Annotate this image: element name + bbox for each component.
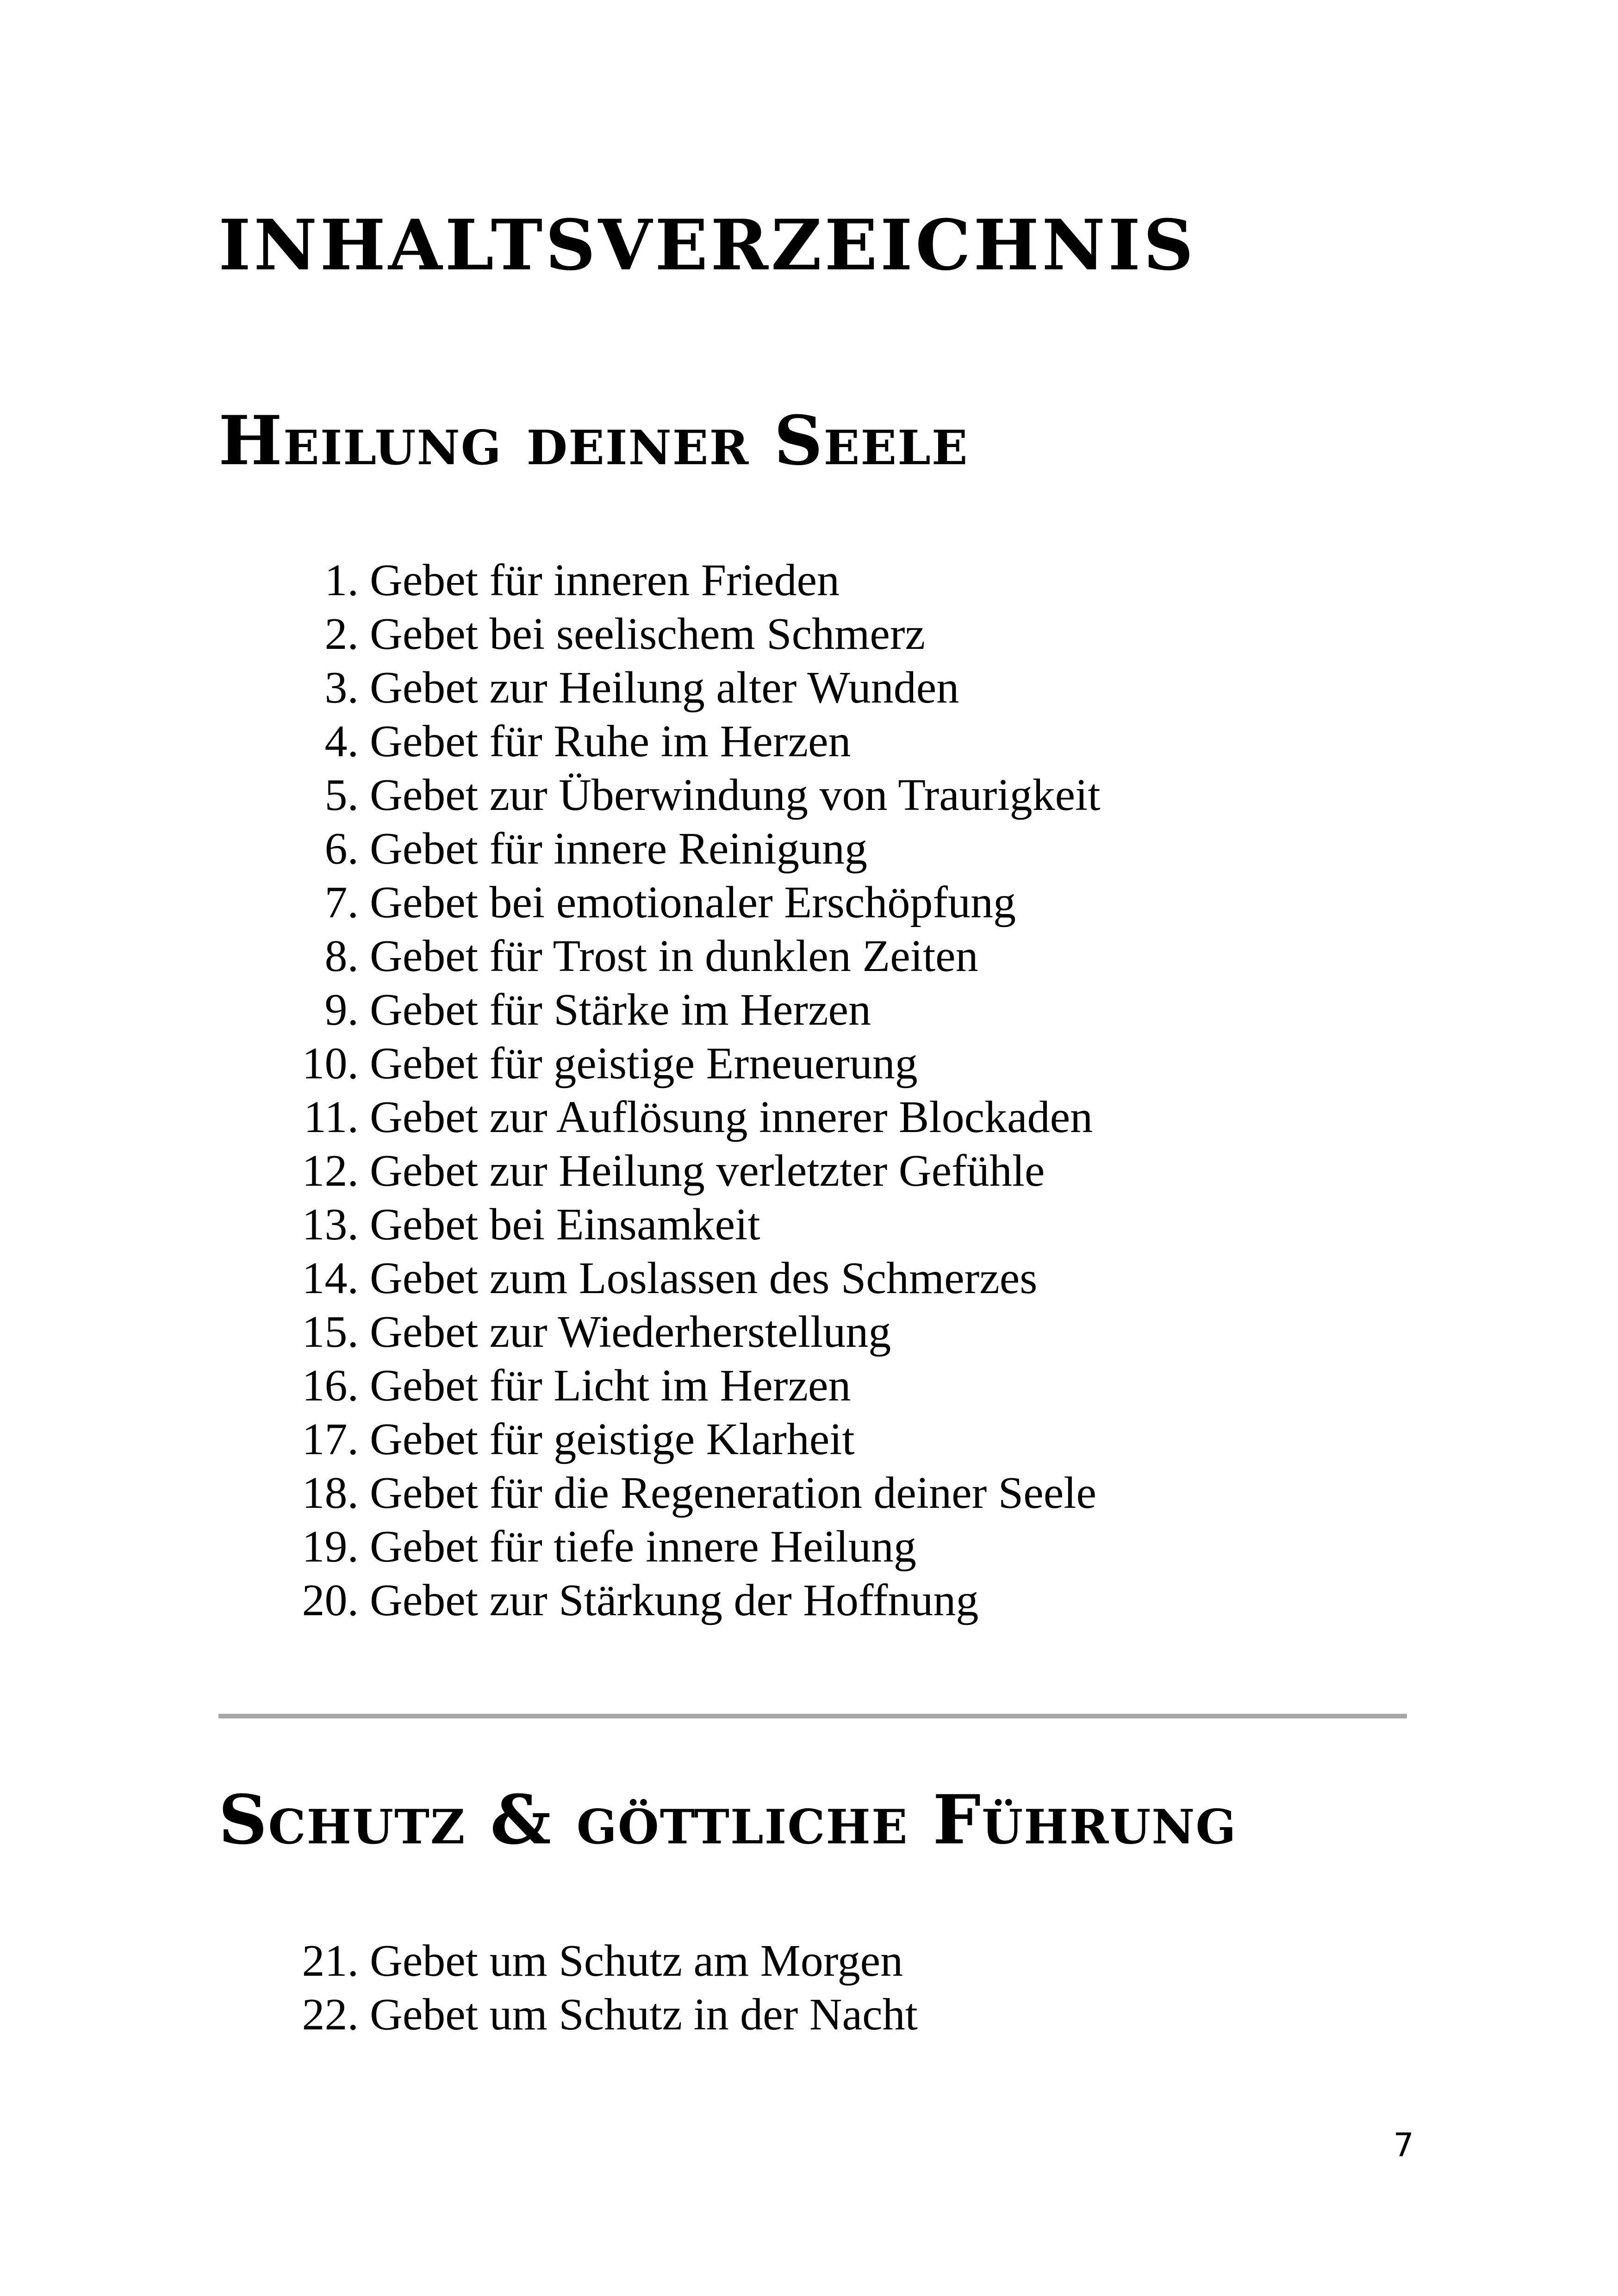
toc-entry-number: 10. bbox=[302, 1039, 359, 1089]
toc-entry-title: Gebet um Schutz am Morgen bbox=[370, 1936, 903, 1986]
toc-entry-14 bbox=[282, 1251, 1101, 1305]
section-title-heilung: Heilung deiner Seele bbox=[218, 401, 969, 480]
toc-entry-1 bbox=[282, 554, 1101, 607]
toc-entry-5 bbox=[282, 768, 1101, 822]
toc-entry-7 bbox=[282, 876, 1101, 929]
toc-entry-number: 20. bbox=[302, 1575, 359, 1625]
toc-entry-number: 14. bbox=[302, 1253, 359, 1303]
toc-entry-10 bbox=[282, 1037, 1101, 1090]
toc-entry-number: 9. bbox=[324, 985, 359, 1035]
toc-entry-number: 7. bbox=[324, 877, 359, 927]
toc-entry-number: 2. bbox=[324, 609, 359, 659]
toc-entry-number: 6. bbox=[324, 824, 359, 874]
toc-entry-19 bbox=[282, 1520, 1101, 1574]
toc-entry-title: Gebet für geistige Erneuerung bbox=[370, 1039, 918, 1089]
toc-entry-11 bbox=[282, 1090, 1101, 1144]
toc-entry-number: 4. bbox=[324, 716, 359, 766]
toc-entry-title: Gebet zur Auflösung innerer Blockaden bbox=[370, 1092, 1093, 1142]
toc-entry-number: 1. bbox=[324, 555, 359, 605]
toc-entry-title: Gebet für geistige Klarheit bbox=[370, 1414, 855, 1464]
toc-entry-title: Gebet für inneren Frieden bbox=[370, 555, 840, 605]
toc-entry-title: Gebet zur Heilung verletzter Gefühle bbox=[370, 1146, 1045, 1196]
toc-entry-number: 11. bbox=[304, 1092, 359, 1142]
toc-entry-6 bbox=[282, 822, 1101, 876]
toc-list-schutz bbox=[282, 1934, 918, 2041]
toc-entry-title: Gebet bei emotionaler Erschöpfung bbox=[370, 877, 1016, 927]
toc-entry-17 bbox=[282, 1412, 1101, 1466]
toc-entry-4 bbox=[282, 715, 1101, 768]
toc-entry-22 bbox=[282, 1988, 918, 2041]
toc-entry-number: 18. bbox=[302, 1468, 359, 1518]
toc-entry-title: Gebet für die Regeneration deiner Seele bbox=[370, 1468, 1097, 1518]
toc-list-heilung bbox=[282, 554, 1101, 1627]
toc-entry-15 bbox=[282, 1305, 1101, 1359]
toc-entry-21 bbox=[282, 1934, 918, 1988]
toc-entry-title: Gebet für innere Reinigung bbox=[370, 824, 867, 874]
toc-entry-title: Gebet zur Stärkung der Hoffnung bbox=[370, 1575, 979, 1625]
toc-entry-number: 3. bbox=[324, 663, 359, 713]
section-title-schutz: Schutz & göttliche Führung bbox=[218, 1780, 1237, 1860]
toc-entry-8 bbox=[282, 929, 1101, 983]
toc-entry-title: Gebet um Schutz in der Nacht bbox=[370, 1990, 918, 2040]
toc-entry-number: 22. bbox=[302, 1990, 359, 2040]
toc-entry-3 bbox=[282, 661, 1101, 715]
toc-entry-title: Gebet zur Wiederherstellung bbox=[370, 1307, 891, 1357]
toc-entry-title: Gebet zur Überwindung von Traurigkeit bbox=[370, 770, 1101, 820]
toc-entry-title: Gebet für Trost in dunklen Zeiten bbox=[370, 931, 978, 981]
section-divider bbox=[218, 1714, 1407, 1718]
toc-entry-title: Gebet bei seelischem Schmerz bbox=[370, 609, 926, 659]
toc-entry-2 bbox=[282, 607, 1101, 661]
toc-entry-title: Gebet für Stärke im Herzen bbox=[370, 985, 871, 1035]
page-number: 7 bbox=[1393, 2126, 1414, 2164]
toc-entry-number: 13. bbox=[302, 1200, 359, 1250]
toc-entry-title: Gebet für tiefe innere Heilung bbox=[370, 1522, 916, 1572]
toc-entry-title: Gebet für Ruhe im Herzen bbox=[370, 716, 851, 766]
toc-entry-number: 5. bbox=[324, 770, 359, 820]
toc-entry-number: 12. bbox=[302, 1146, 359, 1196]
toc-entry-title: Gebet zur Heilung alter Wunden bbox=[370, 663, 959, 713]
toc-entry-18 bbox=[282, 1466, 1101, 1520]
toc-entry-12 bbox=[282, 1144, 1101, 1198]
document-title: INHALTSVERZEICHNIS bbox=[218, 205, 1196, 286]
toc-entry-9 bbox=[282, 983, 1101, 1037]
toc-entry-title: Gebet zum Loslassen des Schmerzes bbox=[370, 1253, 1038, 1303]
toc-entry-20 bbox=[282, 1574, 1101, 1627]
toc-entry-number: 16. bbox=[302, 1361, 359, 1411]
toc-entry-number: 17. bbox=[302, 1414, 359, 1464]
toc-entry-title: Gebet für Licht im Herzen bbox=[370, 1361, 851, 1411]
toc-entry-number: 21. bbox=[302, 1936, 359, 1986]
toc-entry-number: 19. bbox=[302, 1522, 359, 1572]
toc-entry-number: 8. bbox=[324, 931, 359, 981]
toc-entry-16 bbox=[282, 1359, 1101, 1412]
toc-entry-number: 15. bbox=[302, 1307, 359, 1357]
toc-entry-13 bbox=[282, 1198, 1101, 1251]
toc-entry-title: Gebet bei Einsamkeit bbox=[370, 1200, 760, 1250]
